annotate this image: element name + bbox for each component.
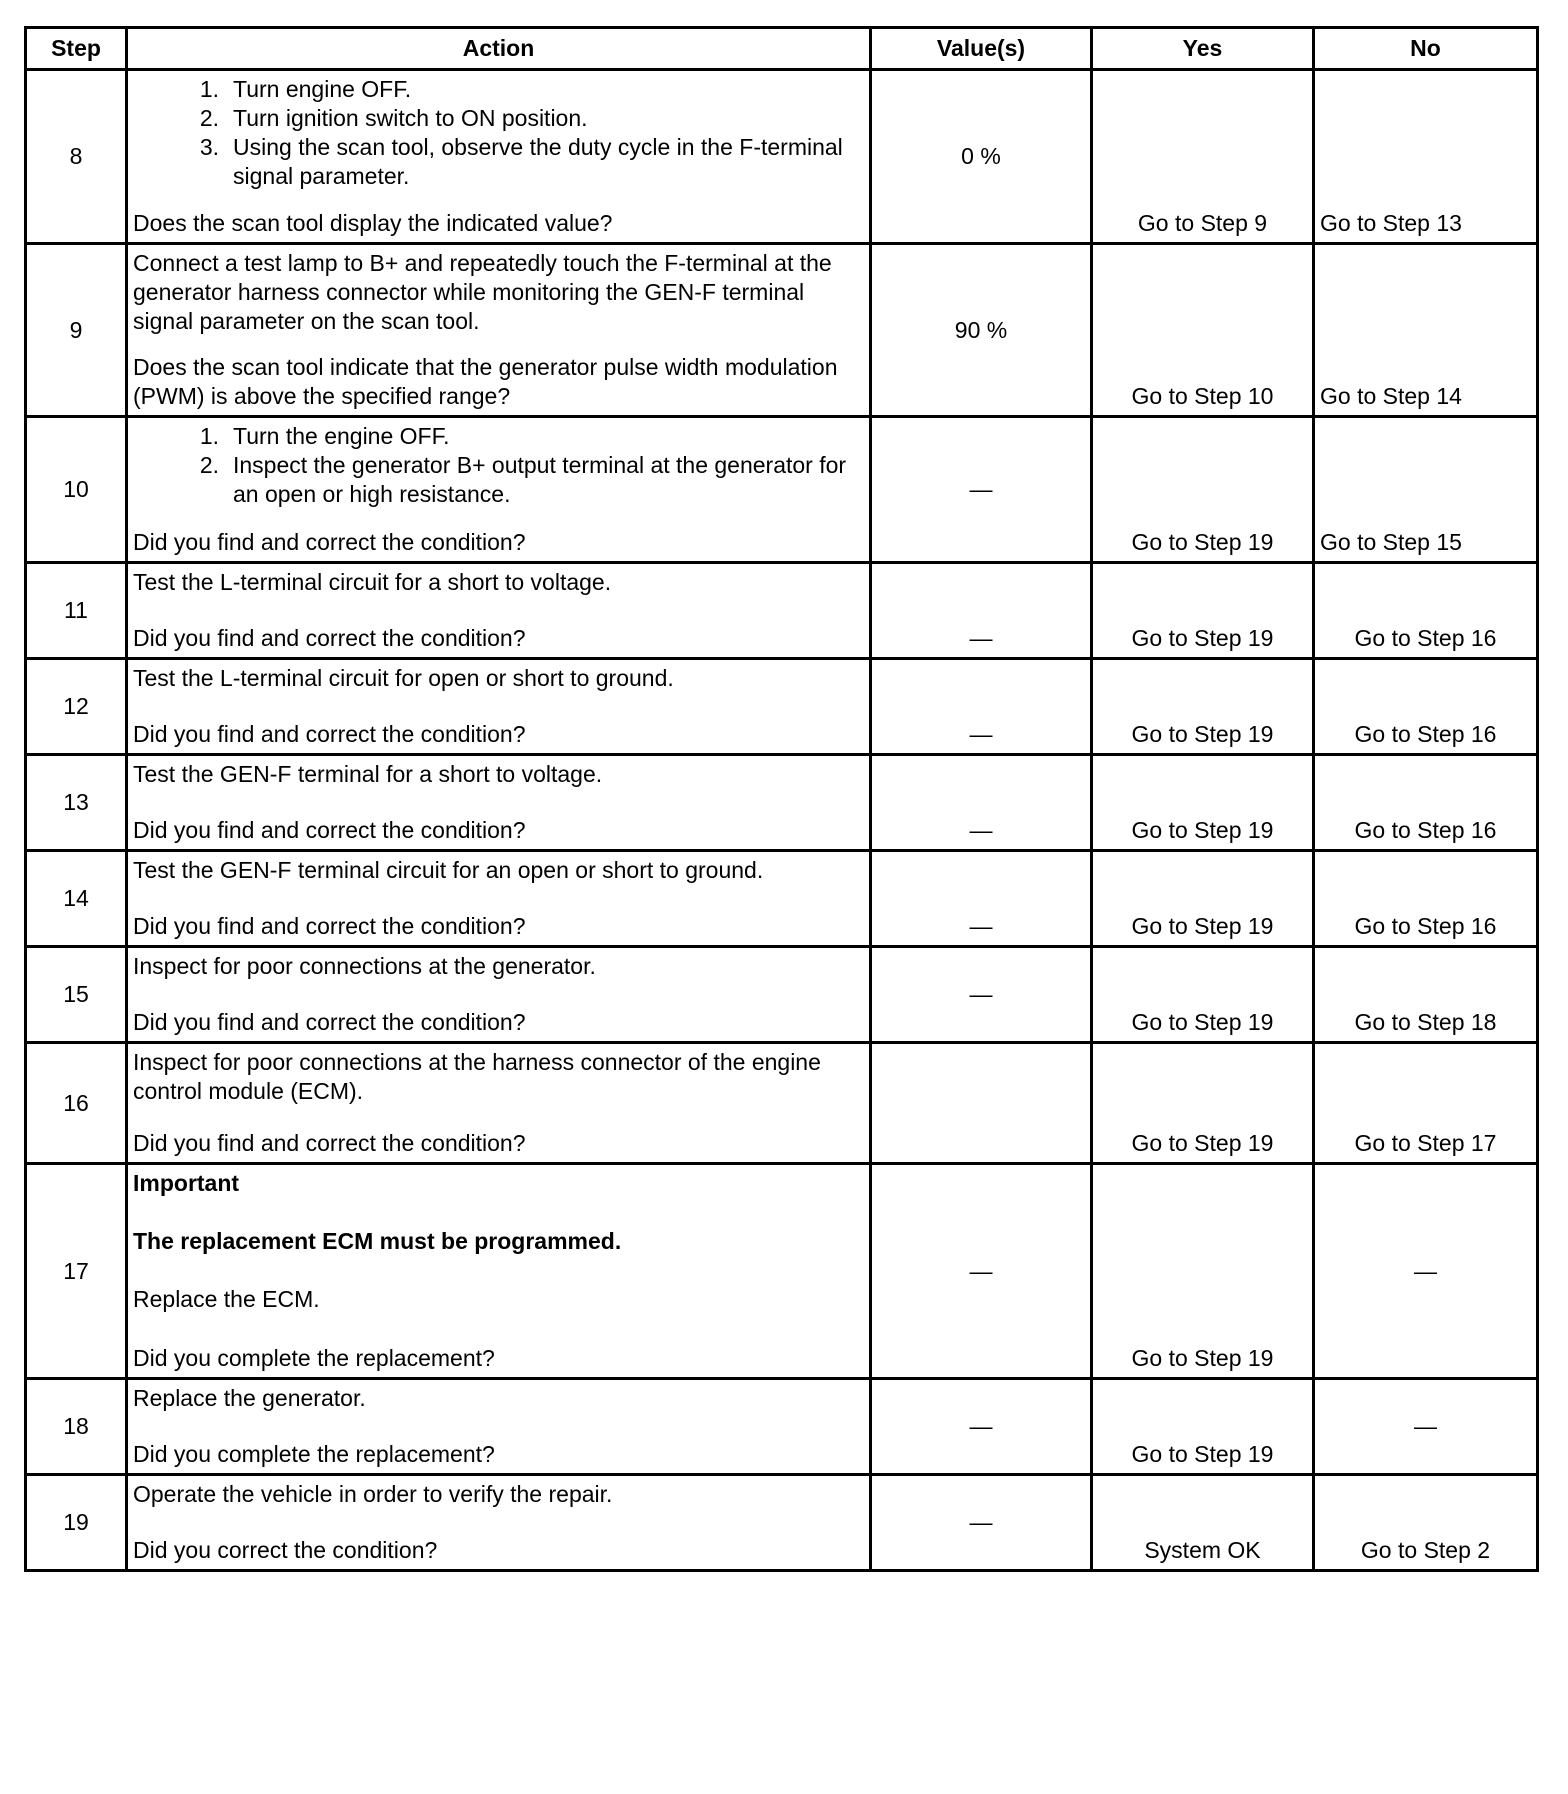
header-values: Value(s) (871, 28, 1092, 70)
value-cell: 0 % (871, 70, 1092, 244)
step-number: 12 (26, 659, 127, 755)
action-text: Connect a test lamp to B+ and repeatedly touch the F-terminal at the generator harness connector while monitoring the GEN-F terminal signal parameter on the scan tool. (133, 250, 832, 334)
yes-cell: Go to Step 19 (1092, 851, 1314, 947)
yes-cell: Go to Step 19 (1092, 417, 1314, 563)
value-cell: — (871, 755, 1092, 851)
action-steps (133, 422, 863, 509)
yes-cell: Go to Step 19 (1092, 755, 1314, 851)
action-cell (127, 70, 871, 244)
action-text: Operate the vehicle in order to verify the repair. (133, 1481, 613, 1507)
yes-cell: Go to Step 19 (1092, 563, 1314, 659)
yes-cell: Go to Step 19 (1092, 1164, 1314, 1379)
table-row (26, 755, 1538, 851)
no-cell: Go to Step 16 (1314, 755, 1538, 851)
yes-cell: Go to Step 19 (1092, 1379, 1314, 1475)
value-cell: — (871, 1379, 1092, 1475)
value-cell: — (871, 1164, 1092, 1379)
list-item: 2. Turn ignition switch to ON position. (199, 105, 588, 131)
no-cell: Go to Step 16 (1314, 659, 1538, 755)
no-cell: Go to Step 13 (1314, 70, 1538, 244)
action-text: Inspect for poor connections at the harness connector of the engine control module (ECM). (133, 1049, 821, 1104)
action-question: Did you find and correct the condition? (133, 721, 526, 747)
header-row (26, 28, 1538, 70)
table-row (26, 70, 1538, 244)
value-cell: 90 % (871, 244, 1092, 417)
action-text: Inspect for poor connections at the generator. (133, 953, 596, 979)
action-text: Replace the generator. (133, 1385, 366, 1411)
no-cell: Go to Step 15 (1314, 417, 1538, 563)
table-row (26, 1379, 1538, 1475)
value-cell: — (871, 1475, 1092, 1571)
no-cell: Go to Step 17 (1314, 1043, 1538, 1164)
table-row (26, 851, 1538, 947)
step-number: 11 (26, 563, 127, 659)
action-cell (127, 417, 871, 563)
table-row (26, 244, 1538, 417)
no-cell: Go to Step 18 (1314, 947, 1538, 1043)
header-step: Step (26, 28, 127, 70)
yes-cell: Go to Step 9 (1092, 70, 1314, 244)
list-item: 2. Inspect the generator B+ output terminal at the generator for an open or high resistance. (199, 452, 847, 507)
no-cell: Go to Step 2 (1314, 1475, 1538, 1571)
action-question: Does the scan tool indicate that the generator pulse width modulation (PWM) is above the specified range? (133, 354, 838, 409)
step-number: 19 (26, 1475, 127, 1571)
action-text: Test the L-terminal circuit for a short to voltage. (133, 569, 612, 595)
step-number: 16 (26, 1043, 127, 1164)
action-cell (127, 947, 871, 1043)
important-heading: Important (133, 1170, 240, 1196)
header-no: No (1314, 28, 1538, 70)
list-item: 3. Using the scan tool, observe the duty cycle in the F-terminal signal parameter. (199, 134, 843, 189)
action-question: Does the scan tool display the indicated value? (133, 210, 613, 236)
no-cell: Go to Step 16 (1314, 563, 1538, 659)
important-text: The replacement ECM must be programmed. (133, 1228, 622, 1254)
table-row (26, 1164, 1538, 1379)
step-number: 9 (26, 244, 127, 417)
action-text: Test the GEN-F terminal for a short to voltage. (133, 761, 603, 787)
no-cell: — (1314, 1164, 1538, 1379)
step-number: 14 (26, 851, 127, 947)
action-cell (127, 851, 871, 947)
action-cell (127, 563, 871, 659)
step-number: 18 (26, 1379, 127, 1475)
action-question: Did you find and correct the condition? (133, 817, 526, 843)
action-question: Did you find and correct the condition? (133, 625, 526, 651)
action-question: Did you find and correct the condition? (133, 1009, 526, 1035)
yes-cell: System OK (1092, 1475, 1314, 1571)
action-text: Replace the ECM. (133, 1286, 320, 1312)
table-row (26, 659, 1538, 755)
step-number: 8 (26, 70, 127, 244)
step-number: 17 (26, 1164, 127, 1379)
header-yes: Yes (1092, 28, 1314, 70)
action-cell (127, 1379, 871, 1475)
value-cell: — (871, 563, 1092, 659)
no-cell: Go to Step 16 (1314, 851, 1538, 947)
value-cell: — (871, 851, 1092, 947)
table-row (26, 563, 1538, 659)
action-question: Did you find and correct the condition? (133, 529, 526, 555)
table-row (26, 1475, 1538, 1571)
action-cell (127, 1475, 871, 1571)
list-item: 1. Turn the engine OFF. (199, 423, 450, 449)
table-row (26, 1043, 1538, 1164)
action-cell (127, 1164, 871, 1379)
action-question: Did you complete the replacement? (133, 1345, 495, 1371)
action-steps (133, 75, 863, 191)
yes-cell: Go to Step 10 (1092, 244, 1314, 417)
no-cell: — (1314, 1379, 1538, 1475)
action-cell (127, 1043, 871, 1164)
diagnostic-table (24, 26, 1539, 1572)
value-cell: — (871, 947, 1092, 1043)
table-row (26, 947, 1538, 1043)
action-text: Test the GEN-F terminal circuit for an open or short to ground. (133, 857, 764, 883)
yes-cell: Go to Step 19 (1092, 947, 1314, 1043)
value-cell: — (871, 417, 1092, 563)
value-cell (871, 1043, 1092, 1164)
step-number: 13 (26, 755, 127, 851)
action-question: Did you find and correct the condition? (133, 1130, 526, 1156)
action-cell (127, 755, 871, 851)
action-text: Test the L-terminal circuit for open or short to ground. (133, 665, 674, 691)
step-number: 10 (26, 417, 127, 563)
action-cell (127, 659, 871, 755)
list-item: 1. Turn engine OFF. (199, 76, 412, 102)
no-cell: Go to Step 14 (1314, 244, 1538, 417)
action-question: Did you find and correct the condition? (133, 913, 526, 939)
action-question: Did you complete the replacement? (133, 1441, 495, 1467)
yes-cell: Go to Step 19 (1092, 1043, 1314, 1164)
header-action: Action (127, 28, 871, 70)
step-number: 15 (26, 947, 127, 1043)
table-row (26, 417, 1538, 563)
action-cell (127, 244, 871, 417)
yes-cell: Go to Step 19 (1092, 659, 1314, 755)
action-question: Did you correct the condition? (133, 1537, 438, 1563)
value-cell: — (871, 659, 1092, 755)
